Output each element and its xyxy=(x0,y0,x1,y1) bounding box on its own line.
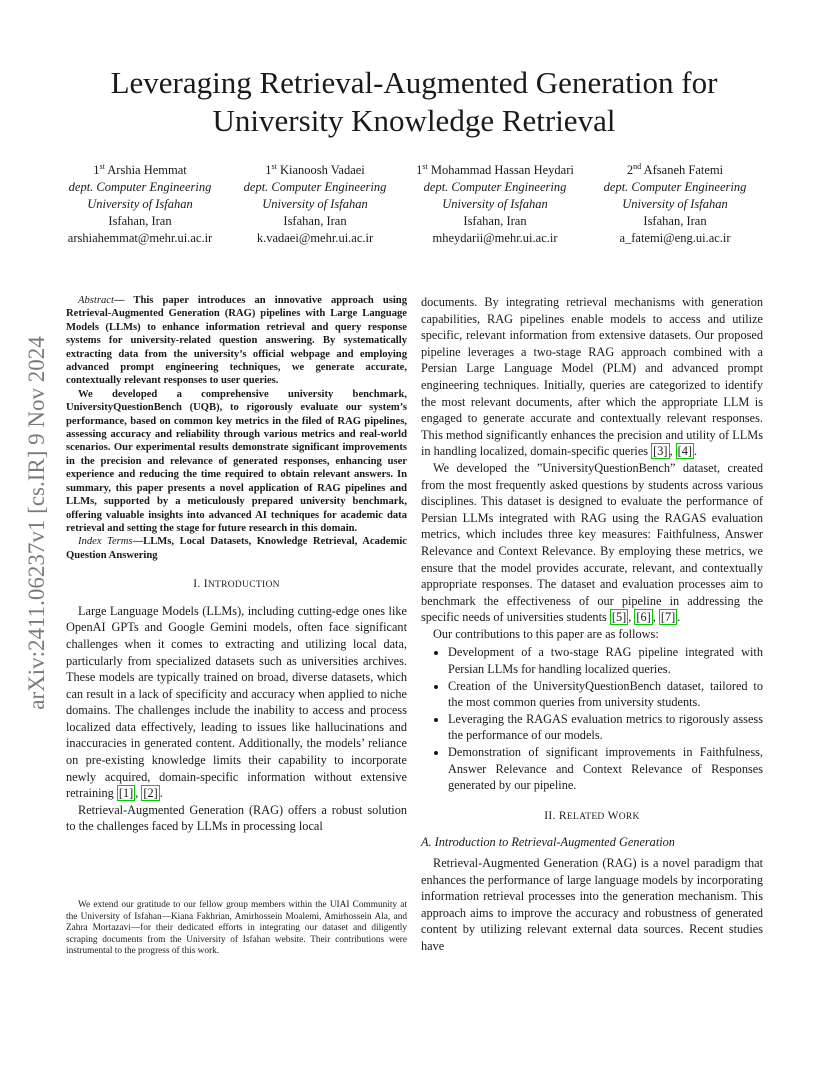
citation-link[interactable]: [3] xyxy=(653,444,668,459)
section-rest: ORK xyxy=(618,811,640,822)
author-place: Isfahan, Iran xyxy=(643,214,707,228)
abstract-text-1: — This paper introduces an innovative approach using Retrieval-Augmented Generation (RAG) pipelines with Large Language Models (LLMs) to enhance information retrieval and query response systems for university-related question answering. By systematically extracting data from the university’s official webpage and employing advanced prompt engineering techniques, we generate accurate, contextually relevant responses to user queries. xyxy=(66,295,407,387)
author-rank-suffix: st xyxy=(99,161,105,171)
author-email: mheydarii@mehr.ui.ac.ir xyxy=(432,231,558,245)
author-rank-suffix: nd xyxy=(633,161,642,171)
footnote: We extend our gratitude to our fellow group members within the UIAI Community at the University of Isfahan—Kiana Fakhrian, Amirhossein Moalemi, Amirhossein Ala, and Zahra Mortazavi—for their dedicated efforts in integrating our dataset and diligently scraping documents from the University of Isfahan website. Their contributions were instrumental to the progress of this work. xyxy=(66,900,407,957)
section-cap: I xyxy=(203,578,208,591)
contributions-list xyxy=(421,644,763,793)
section-numeral: I. xyxy=(193,578,201,591)
author-email: k.vadaei@mehr.ui.ac.ir xyxy=(256,231,374,245)
citation-link[interactable]: [6] xyxy=(636,610,651,625)
author-email: a_fatemi@eng.ui.ac.ir xyxy=(619,231,731,245)
section-cap: R xyxy=(558,809,567,822)
title-line-2: University Knowledge Retrieval xyxy=(212,103,616,138)
list-item: • Creation of the UniversityQuestionBench dataset, tailored to the most common queries from university students. xyxy=(448,678,763,711)
citation-link[interactable]: [4] xyxy=(677,444,692,459)
author-university: University of Isfahan xyxy=(442,197,548,211)
author-name xyxy=(60,162,220,179)
paper-title xyxy=(40,64,788,140)
list-item: • Development of a two-stage RAG pipeline integrated with Persian LLMs for handling localized queries. xyxy=(448,644,763,677)
right-column xyxy=(421,294,763,955)
author-rank-suffix: st xyxy=(271,161,277,171)
citation-link[interactable]: [5] xyxy=(611,610,627,625)
intro-paragraph-continued: documents. By integrating retrieval mechanisms with generation capabilities, RAG pipelines enable models to access and utilize specific, relevant information from extensive datasets. Our proposed pipeline leverages a two-stage RAG approach combined with a Persian Large Language Model (PLM) and advanced prompt engineering techniques. Initially, queries are categorized to identify the most relevant documents, after which the appropriate LLM is engaged to generate accurate and contextually relevant responses. This method significantly enhances the precision and utility of LLMs in handling localized, domain-specific queries [3] , [4] . xyxy=(421,295,763,459)
author-name-text: Kianoosh Vadaei xyxy=(279,163,365,177)
section-1-heading xyxy=(66,576,407,594)
uqb-text: We developed the ”UniversityQuestionBench” dataset, created from the most frequently asked questions by students across various disciplines. This dataset is designed to evaluate the performance of Persian LLMs integrated with RAG using the RAGAS evaluation metrics, which includes three key measures: Faithfulness, Answer Relevance and Context Relevance. By employing these metrics, we ensure that the model provides accurate, relevant, and contextually appropriate responses. The dataset and evaluation processes aim to benchmark the effectiveness of our pipeline in addressing the specific needs of universities students xyxy=(421,460,763,625)
abstract-paragraph-2: We developed a comprehensive university benchmark, UniversityQuestionBench (UQB), to rigorously evaluate our system’s performance, based on common key metrics in the filed of RAG pipelines, assessing accuracy and reliability through various metrics and real-world scenarios. Our experimental results demonstrate significant improvements in the precision and relevance of generated responses, enhancing user experience and reducing the time required to obtain relevant answers. In summary, this paper presents a novel application of RAG pipelines and LLMs, supported by a meticulously prepared university benchmark, offering valuable insights into advanced AI techniques for academic data retrieval and setting the stage for future research in this domain. xyxy=(66,388,407,534)
list-item: • Demonstration of significant improvements in Faithfulness, Answer Relevance and Context Relevance of Responses generated by our pipeline. xyxy=(448,744,763,794)
left-column xyxy=(66,294,407,835)
contributions-intro: Our contributions to this paper are as follows: xyxy=(433,626,659,641)
author-name xyxy=(595,162,755,179)
author-dept: dept. Computer Engineering xyxy=(243,180,387,194)
author-block xyxy=(60,162,760,258)
author-name-text: Mohammad Hassan Heydari xyxy=(430,163,574,177)
author-1 xyxy=(60,162,220,247)
author-university: University of Isfahan xyxy=(262,197,368,211)
author-rank: 2 xyxy=(626,163,634,177)
intro-paragraph-1: Large Language Models (LLMs), including cutting-edge ones like OpenAI GPTs and Google Gemini models, often face significant challenges when it comes to extracting and utilizing local data, particularly from specialized datasets such as universities archives. These models are typically trained on broad, diverse datasets, which can result in a lack of specificity and accuracy when applied to niche domains. The challenges include the inability to access and process localized data effectively, leading to issues like hallucinations and inaccuracies in generated content. Additionally, the models’ reliance on pre-existing knowledge limits their capability to incorporate newly acquired, domain-specific information without extensive retraining [1] , [2] . xyxy=(66,603,407,801)
abstract xyxy=(66,294,407,562)
author-rank: 1 xyxy=(416,163,423,177)
section-2-heading xyxy=(421,808,763,826)
author-email: arshiahemmat@mehr.ui.ac.ir xyxy=(67,231,213,245)
author-name xyxy=(400,162,590,179)
intro-paragraph-2: Retrieval-Augmented Generation (RAG) offers a robust solution to the challenges faced by LLMs in processing local xyxy=(66,802,407,834)
citation-link[interactable]: [7] xyxy=(660,610,676,625)
intro-text-1: Large Language Models (LLMs), including cutting-edge ones like OpenAI GPTs and Google Gemini models, often face significant challenges when it comes to extracting and utilizing local data, particularly from specialized datasets such as universities archives. These models are typically trained on broad, diverse datasets, which can result in a lack of specificity and accuracy when applied to niche domains. The challenges include the inability to access and process localized data effectively, leading to issues like hallucinations and inaccuracies in generated content. Additionally, the models’ reliance on pre-existing knowledge limits their capability to incorporate newly acquired, domain-specific information without extensive retraining xyxy=(66,603,407,801)
rag-paragraph: Retrieval-Augmented Generation (RAG) is a novel paradigm that enhances the performance of large language models by incorporating information retrieval processes into the generation mechanism. This approach aims to improve the accuracy and robustness of generated content by utilizing relevant external data sources. Recent studies have xyxy=(421,856,763,953)
author-university: University of Isfahan xyxy=(622,197,728,211)
author-place: Isfahan, Iran xyxy=(283,214,347,228)
author-university: University of Isfahan xyxy=(87,197,193,211)
index-terms xyxy=(66,535,407,562)
author-3 xyxy=(400,162,590,247)
author-4 xyxy=(595,162,755,247)
section-cap: W xyxy=(607,809,619,822)
arxiv-stamp xyxy=(26,298,48,748)
subsection-a-heading: A. Introduction to Retrieval-Augmented Generation xyxy=(421,835,675,850)
author-rank-suffix: st xyxy=(422,161,428,171)
author-dept: dept. Computer Engineering xyxy=(423,180,567,194)
citation-link[interactable]: [2] xyxy=(143,786,158,801)
section-rest: NTRODUCTION xyxy=(207,580,280,591)
author-name xyxy=(235,162,395,179)
author-rank: 1 xyxy=(93,163,100,177)
title-line-1: Leveraging Retrieval-Augmented Generation for xyxy=(110,65,718,100)
author-name-text: Afsaneh Fatemi xyxy=(643,163,724,177)
abstract-paragraph-1 xyxy=(66,294,407,388)
continued-text: documents. By integrating retrieval mechanisms with generation capabilities, RAG pipelines enable models to access and utilize specific, relevant information from extensive datasets. Our proposed pipeline leverages a two-stage RAG approach combined with a Persian Large Language Model (PLM) and advanced prompt engineering techniques. Initially, queries are categorized to identify the most relevant documents, after which the appropriate LLM is engaged to generate accurate and contextually relevant responses. This method significantly enhances the precision and utility of LLMs in handling localized, domain-specific queries xyxy=(421,295,763,459)
author-dept: dept. Computer Engineering xyxy=(603,180,747,194)
author-rank: 1 xyxy=(265,163,272,177)
author-2 xyxy=(235,162,395,247)
author-place: Isfahan, Iran xyxy=(108,214,172,228)
arxiv-stamp-text: arXiv:2411.06237v1 [cs.IR] 9 Nov 2024 xyxy=(24,336,49,710)
author-dept: dept. Computer Engineering xyxy=(68,180,212,194)
section-numeral: II. xyxy=(544,809,556,822)
author-name-text: Arshia Hemmat xyxy=(107,163,187,177)
abstract-label: Abstract xyxy=(78,295,114,306)
section-rest: ELATED xyxy=(566,811,605,822)
list-item: • Leveraging the RAGAS evaluation metrics to rigorously assess the performance of our models. xyxy=(448,711,763,744)
index-terms-text: —LLMs, Local Datasets, Knowledge Retrieval, Academic Question Answering xyxy=(66,536,407,561)
index-terms-label: Index Terms xyxy=(78,536,133,548)
citation-link[interactable]: [1] xyxy=(118,786,134,801)
author-place: Isfahan, Iran xyxy=(463,214,527,228)
uqb-paragraph: We developed the ”UniversityQuestionBench” dataset, created from the most frequently asked questions by students across various disciplines. This dataset is designed to evaluate the performance of Persian LLMs integrated with RAG using the RAGAS evaluation metrics, which includes three key measures: Faithfulness, Answer Relevance and Context Relevance. By employing these metrics, we ensure that the model provides accurate, relevant, and contextually appropriate responses. The dataset and evaluation processes aim to benchmark the effectiveness of our pipeline in addressing the specific needs of universities students [5] , [6] , [7] . xyxy=(421,460,763,625)
